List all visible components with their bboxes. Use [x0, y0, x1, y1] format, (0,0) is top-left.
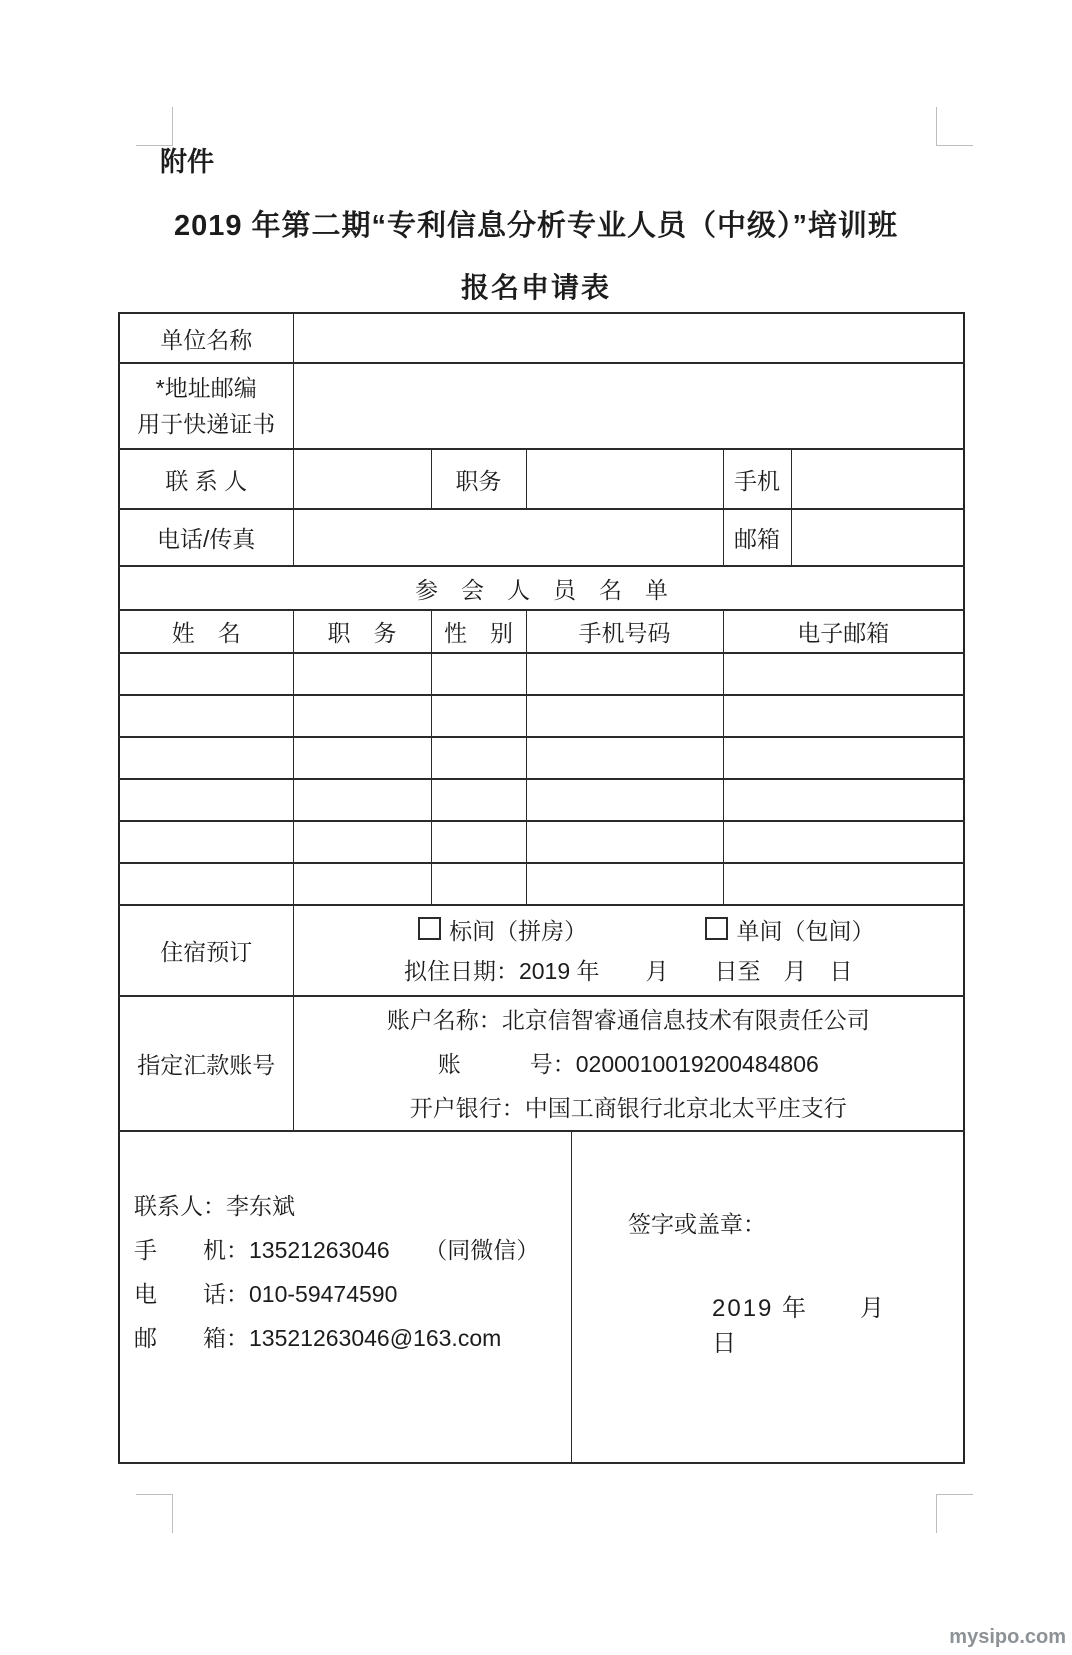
organizer-email-line: 邮 箱：13521263046@163.com: [134, 1325, 502, 1351]
row-address: [119, 363, 964, 449]
email-input-cell[interactable]: [791, 509, 964, 566]
participant-gender-cell[interactable]: [431, 821, 526, 863]
accommodation-cell: [293, 905, 964, 996]
participants-header-name: 姓 名: [119, 610, 293, 653]
accommodation-label: 住宿预订: [119, 905, 293, 996]
checkbox-single-room-icon[interactable]: [705, 917, 728, 940]
participants-header-email: 电子邮箱: [723, 610, 964, 653]
signature-block: [572, 1132, 963, 1462]
participant-row: [119, 863, 964, 905]
participant-position-cell[interactable]: [293, 779, 431, 821]
organizer-mobile-line: 手 机：13521263046 （同微信）: [134, 1237, 540, 1263]
remittance-account-number: 账 号：0200010019200484806: [437, 1050, 819, 1077]
phone-fax-label: 电话/传真: [119, 509, 293, 566]
participants-header-mobile: 手机号码: [526, 610, 723, 653]
participant-name-cell[interactable]: [119, 653, 293, 695]
row-phone-fax: [119, 509, 964, 566]
organizer-contact-line: 联系人：李东斌: [134, 1193, 295, 1219]
unit-name-label: 单位名称: [119, 313, 293, 363]
attachment-label: 附件: [160, 147, 214, 177]
participant-position-cell[interactable]: [293, 695, 431, 737]
accommodation-date-line[interactable]: 拟住日期：2019 年 月 日至 月 日: [403, 957, 853, 984]
participant-gender-cell[interactable]: [431, 653, 526, 695]
participant-email-cell[interactable]: [723, 779, 964, 821]
participant-position-cell[interactable]: [293, 821, 431, 863]
participant-gender-cell[interactable]: [431, 695, 526, 737]
row-contact: [119, 449, 964, 509]
document-title: 2019 年第二期“专利信息分析专业人员（中级）”培训班: [173, 210, 899, 242]
remittance-label: 指定汇款账号: [119, 996, 293, 1131]
participants-section-title: 参 会 人 员 名 单: [119, 566, 964, 610]
participant-email-cell[interactable]: [723, 737, 964, 779]
row-accommodation: [119, 905, 964, 996]
document-subtitle: 报名申请表: [460, 272, 611, 303]
remittance-bank: 开户银行：中国工商银行北京北太平庄支行: [409, 1094, 847, 1121]
participant-name-cell[interactable]: [119, 737, 293, 779]
row-organizer: [119, 1131, 964, 1463]
organizer-phone-line: 电 话：010-59474590: [134, 1281, 398, 1307]
participant-position-cell[interactable]: [293, 737, 431, 779]
participant-row: [119, 695, 964, 737]
watermark: mysipo.com: [949, 1626, 1066, 1648]
row-participants-title: [119, 566, 964, 610]
participant-gender-cell[interactable]: [431, 779, 526, 821]
position-label: 职务: [431, 449, 526, 509]
signature-label: 签字或盖章：: [628, 1211, 766, 1237]
room-option-standard[interactable]: [418, 911, 587, 951]
organizer-contact-block: [120, 1132, 572, 1462]
checkbox-standard-room-icon[interactable]: [418, 917, 441, 940]
crop-mark-bottom-right-icon: [936, 1494, 973, 1533]
remittance-cell: [293, 996, 964, 1131]
participant-row: [119, 653, 964, 695]
room-option-single[interactable]: [705, 911, 874, 951]
organizer-cell: [119, 1131, 964, 1463]
unit-name-input-cell[interactable]: [293, 313, 964, 363]
address-label-line2: 用于快递证书: [137, 411, 276, 437]
participant-email-cell[interactable]: [723, 821, 964, 863]
participant-row: [119, 737, 964, 779]
phone-fax-input-cell[interactable]: [293, 509, 723, 566]
contact-person-label: 联 系 人: [119, 449, 293, 509]
participant-email-cell[interactable]: [723, 863, 964, 905]
single-room-label: 单间（包间）: [736, 917, 875, 944]
crop-mark-bottom-left-icon: [136, 1494, 173, 1533]
crop-mark-top-right-icon: [936, 107, 973, 146]
participant-email-cell[interactable]: [723, 653, 964, 695]
participant-row: [119, 779, 964, 821]
participant-name-cell[interactable]: [119, 779, 293, 821]
registration-form-table: [118, 312, 965, 1464]
address-label-line1: *地址邮编: [155, 375, 257, 401]
row-remittance: [119, 996, 964, 1131]
signature-date-line: 2019 年 月 日: [712, 1295, 939, 1357]
participant-mobile-cell[interactable]: [526, 653, 723, 695]
row-unit-name: [119, 313, 964, 363]
remittance-account-name: 账户名称：北京信智睿通信息技术有限责任公司: [386, 1006, 870, 1033]
participant-email-cell[interactable]: [723, 695, 964, 737]
participant-mobile-cell[interactable]: [526, 695, 723, 737]
participants-header-position: 职 务: [293, 610, 431, 653]
participant-mobile-cell[interactable]: [526, 737, 723, 779]
participant-mobile-cell[interactable]: [526, 779, 723, 821]
participants-header-gender: 性 别: [431, 610, 526, 653]
mobile-input-cell[interactable]: [791, 449, 964, 509]
participant-position-cell[interactable]: [293, 653, 431, 695]
address-label: [119, 363, 293, 449]
participant-name-cell[interactable]: [119, 821, 293, 863]
contact-person-input-cell[interactable]: [293, 449, 431, 509]
participant-gender-cell[interactable]: [431, 863, 526, 905]
participant-gender-cell[interactable]: [431, 737, 526, 779]
address-input-cell[interactable]: [293, 363, 964, 449]
participant-name-cell[interactable]: [119, 695, 293, 737]
participant-mobile-cell[interactable]: [526, 821, 723, 863]
organizer-wrap: [120, 1132, 963, 1462]
position-input-cell[interactable]: [526, 449, 723, 509]
email-label: 邮箱: [723, 509, 791, 566]
row-participants-header: [119, 610, 964, 653]
participant-row: [119, 821, 964, 863]
participant-mobile-cell[interactable]: [526, 863, 723, 905]
room-options: [294, 911, 964, 951]
mobile-label: 手机: [723, 449, 791, 509]
standard-room-label: 标间（拼房）: [449, 917, 588, 944]
participant-name-cell[interactable]: [119, 863, 293, 905]
participant-position-cell[interactable]: [293, 863, 431, 905]
